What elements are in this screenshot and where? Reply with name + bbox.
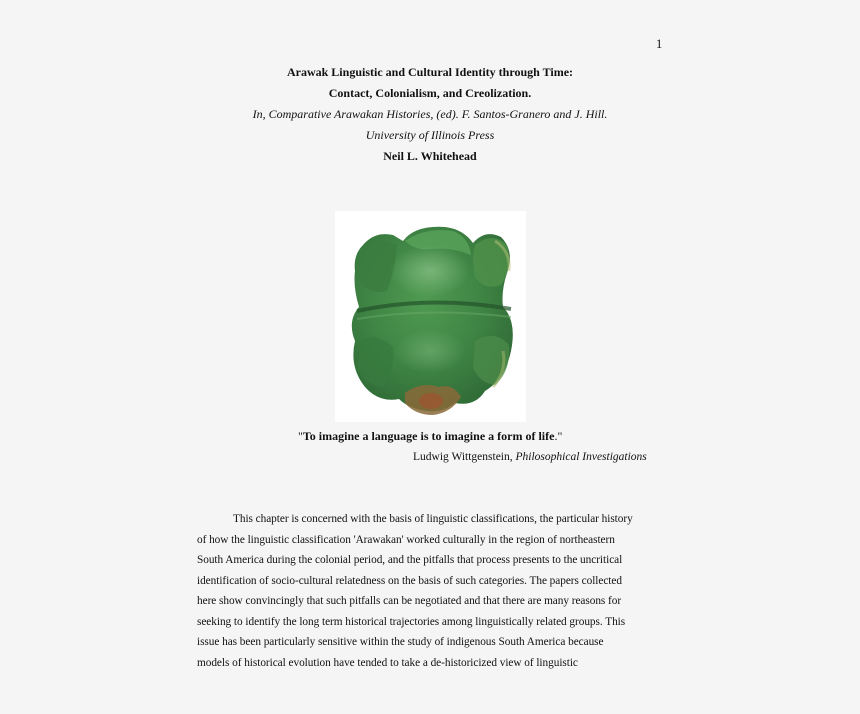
body-line-1: This chapter is concerned with the basis of linguistic classifications, the particular history bbox=[233, 513, 633, 525]
citation: In, Comparative Arawakan Histories, (ed). F. Santos-Granero and J. Hill. bbox=[252, 107, 608, 121]
title-line-2: Contact, Colonialism, and Creolization. bbox=[328, 86, 532, 100]
epigraph-attribution bbox=[413, 451, 647, 463]
body-line-2: of how the linguistic classification 'Arawakan' worked culturally in the region of northeastern bbox=[197, 534, 615, 546]
author: Neil L. Whitehead bbox=[383, 149, 477, 163]
title-line-1: Arawak Linguistic and Cultural Identity through Time: bbox=[286, 65, 574, 79]
attribution-work: Philosophical Investigations bbox=[515, 451, 647, 463]
epigraph-quote-text: To imagine a language is to imagine a form of life bbox=[302, 429, 555, 443]
publisher: University of Illinois Press bbox=[365, 128, 495, 142]
frog-amulet-figure bbox=[335, 211, 526, 422]
body-line-3: South America during the colonial period, and the pitfalls that process presents to the uncritical bbox=[197, 554, 623, 566]
page-number: 1 bbox=[656, 37, 663, 51]
epigraph-open-quote: " bbox=[298, 429, 303, 443]
epigraph-quote bbox=[298, 429, 562, 444]
epigraph-quote-end: ." bbox=[554, 429, 563, 443]
body-line-7: issue has been particularly sensitive within the study of indigenous South America because bbox=[197, 636, 604, 648]
body-line-5: here show convincingly that such pitfalls can be negotiated and that there are many reasons for bbox=[197, 595, 622, 607]
body-line-8: models of historical evolution have tended to take a de-historicized view of linguistic bbox=[197, 657, 578, 669]
body-line-6: seeking to identify the long term historical trajectories among linguistically related groups. This bbox=[197, 616, 626, 628]
body-line-4: identification of socio-cultural relatedness on the basis of such categories. The papers collected bbox=[197, 575, 622, 587]
frog-amulet-image bbox=[335, 211, 526, 422]
attribution-name: Ludwig Wittgenstein, bbox=[413, 451, 516, 463]
